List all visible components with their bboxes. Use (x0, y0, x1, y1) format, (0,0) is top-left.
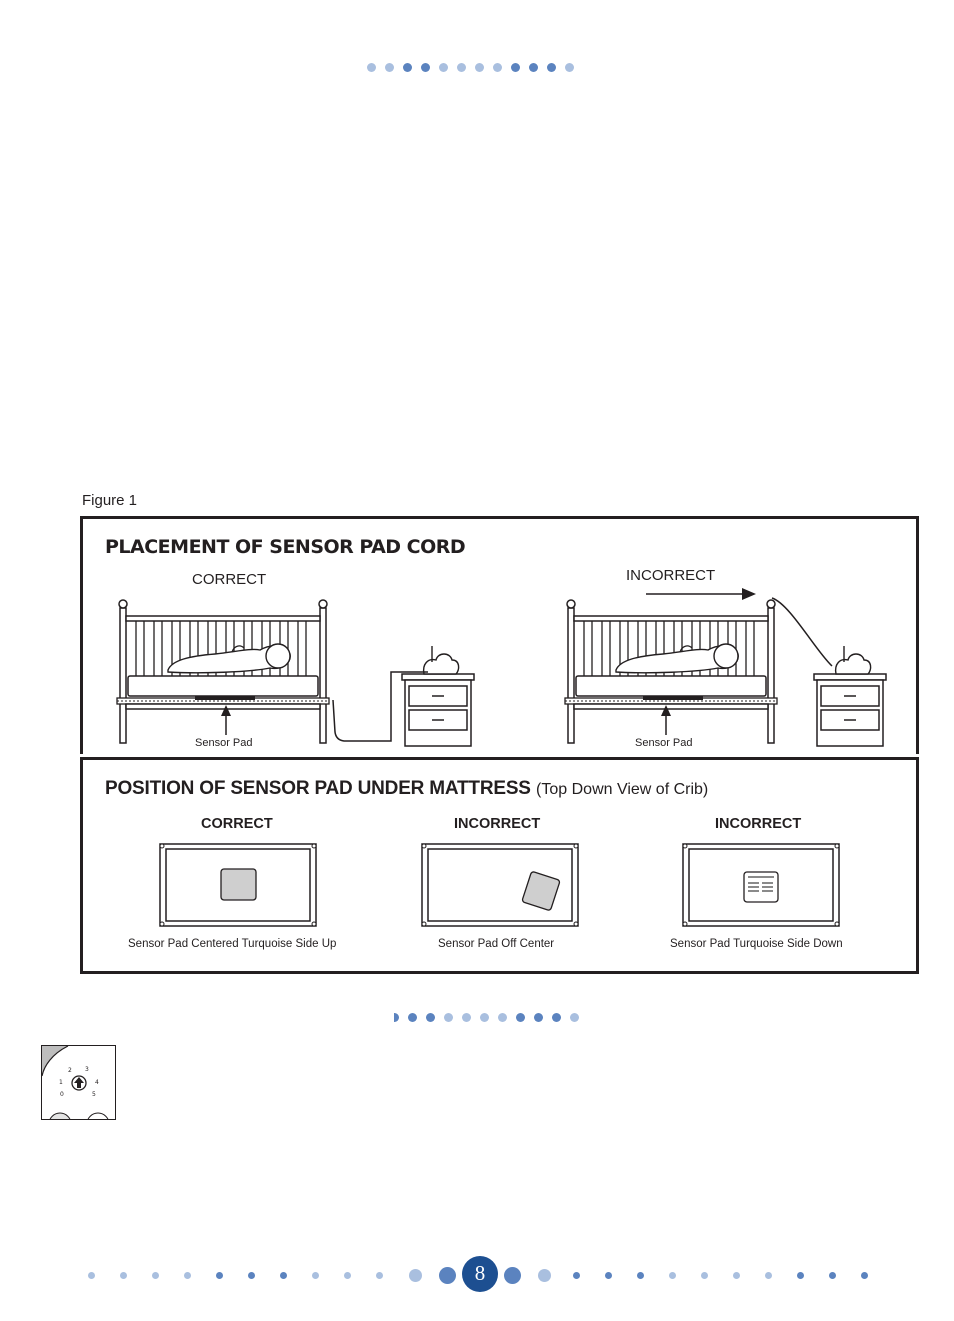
dial-mark-5: 5 (92, 1091, 96, 1098)
pad-position-subtitle: (Top Down View of Crib) (536, 781, 709, 798)
correct-nightstand (402, 646, 474, 746)
sensor-pad-label-incorrect: Sensor Pad (635, 737, 693, 749)
sensor-pad-centered (221, 869, 256, 900)
mattress-top-view-off-center (422, 844, 578, 926)
panel-2-caption: Sensor Pad Off Center (438, 938, 555, 950)
cord-incorrect-label: INCORRECT (626, 567, 716, 584)
dial-mark-2: 2 (68, 1067, 72, 1074)
pad-position-illustrations (0, 760, 954, 940)
incorrect-crib (565, 600, 777, 743)
panel-3-title: INCORRECT (715, 816, 802, 832)
footer-dots-right (573, 1272, 868, 1279)
cord-placement-heading: PLACEMENT OF SENSOR PAD CORD (105, 536, 466, 558)
incorrect-cord (772, 598, 832, 666)
mattress-top-view-correct (160, 844, 316, 926)
figure-label: Figure 1 (82, 492, 138, 509)
panel-1-title: CORRECT (201, 816, 273, 832)
footer-dots-left (88, 1272, 383, 1279)
dial-mark-4: 4 (95, 1079, 99, 1086)
dial-mark-0: 0 (60, 1091, 64, 1098)
dial-mark-1: 1 (59, 1079, 63, 1086)
cord-correct-label: CORRECT (192, 571, 267, 588)
panel-1-caption: Sensor Pad Centered Turquoise Side Up (128, 938, 337, 950)
panel-2-title: INCORRECT (454, 816, 541, 832)
footer-dot-large-right (504, 1267, 521, 1284)
panel-3-caption: Sensor Pad Turquoise Side Down (670, 938, 843, 950)
footer-dot-medium-right (538, 1269, 551, 1282)
middle-dot-divider (394, 1013, 579, 1022)
pad-position-title: POSITION OF SENSOR PAD UNDER MATTRESS (105, 778, 531, 799)
incorrect-nightstand (814, 646, 886, 746)
sensitivity-dial-icon (41, 1045, 116, 1120)
sensor-pad-label-correct: Sensor Pad (195, 737, 253, 749)
mattress-top-view-side-down (683, 844, 839, 926)
page-number: 8 (462, 1256, 498, 1292)
correct-crib (117, 600, 329, 743)
dial-mark-3: 3 (85, 1066, 89, 1073)
footer-dot-large-left (439, 1267, 456, 1284)
footer-dot-medium-left (409, 1269, 422, 1282)
